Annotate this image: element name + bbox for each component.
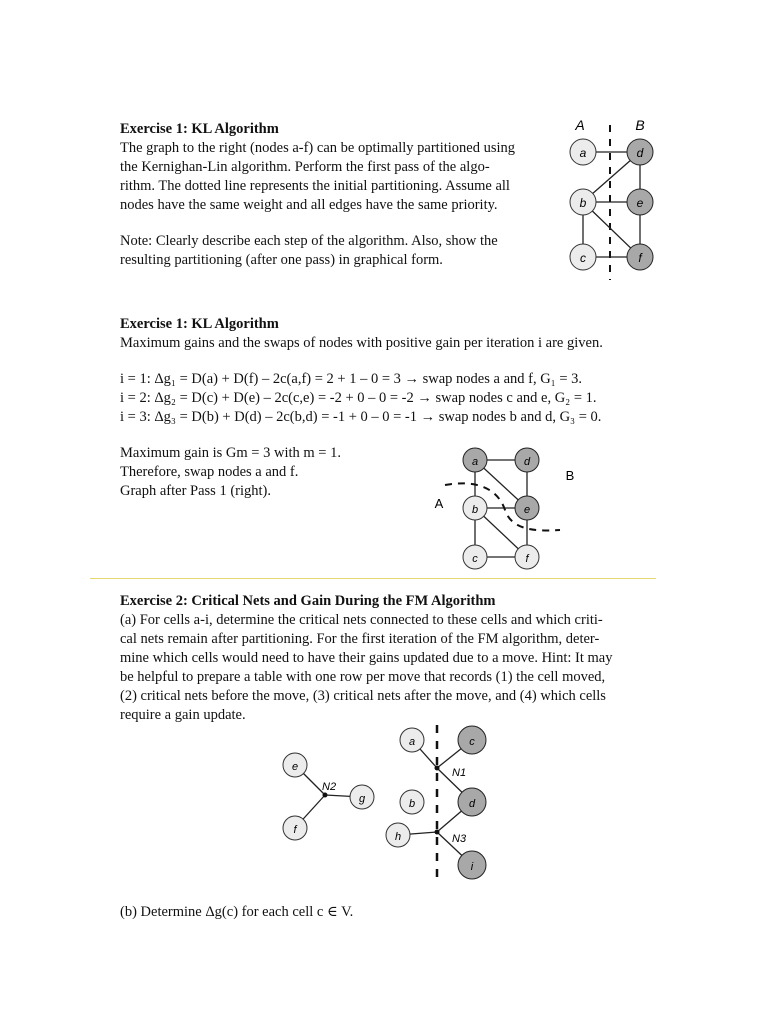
solution1-graph xyxy=(425,440,575,575)
partition-curve xyxy=(445,483,560,530)
exercise1-note-line: resulting partitioning (after one pass) in graphical form. xyxy=(120,252,443,268)
conclusion-line: Therefore, swap nodes a and f. xyxy=(120,464,299,480)
node-e xyxy=(515,496,539,520)
svg-text:e: e xyxy=(636,196,644,210)
net-label-n2: N2 xyxy=(322,781,337,793)
svg-text:b: b xyxy=(579,196,587,210)
node-b xyxy=(400,790,424,814)
node-f xyxy=(283,816,307,840)
svg-text:h: h xyxy=(394,831,402,843)
node-f xyxy=(627,244,653,270)
conclusion-line: Graph after Pass 1 (right). xyxy=(120,483,271,499)
svg-text:g: g xyxy=(358,793,366,805)
partition-label-b: B xyxy=(635,117,645,133)
section-divider xyxy=(90,578,656,579)
exercise1-line: the Kernighan-Lin algorithm. Perform the first pass of the algo- xyxy=(120,159,490,175)
node-e xyxy=(283,753,307,777)
svg-text:d: d xyxy=(468,798,476,810)
node-c xyxy=(570,244,596,270)
exercise2-part-b xyxy=(120,903,660,922)
svg-text:f: f xyxy=(293,824,297,836)
svg-text:a: a xyxy=(579,146,587,160)
exercise2-line: mine which cells would need to have their gains updated due to a move. Hint: It may xyxy=(120,650,613,666)
solution1-heading: Exercise 1: KL Algorithm xyxy=(120,316,279,332)
exercise1-line: rithm. The dotted line represents the initial partitioning. Assume all xyxy=(120,178,510,194)
svg-text:e: e xyxy=(291,761,299,773)
iteration-line: i = 1: Δg₁ = D(a) + D(f) – 2c(a,f) = 2 + 1 – 0 = 3 → swap nodes a and f, G₁ = 3. xyxy=(120,371,583,387)
net-n1-point xyxy=(435,766,440,771)
node-a xyxy=(463,448,487,472)
partition-label-a: A xyxy=(575,117,585,133)
exercise1-note-line: Note: Clearly describe each step of the algorithm. Also, show the xyxy=(120,233,498,249)
svg-text:f: f xyxy=(638,251,642,265)
svg-text:c: c xyxy=(580,251,586,265)
node-c xyxy=(463,545,487,569)
exercise1-line: nodes have the same weight and all edges have the same priority. xyxy=(120,197,498,213)
exercise2-line: cal nets remain after partitioning. For the first iteration of the FM algorithm, deter- xyxy=(120,631,600,647)
node-i xyxy=(458,851,486,879)
node-e xyxy=(627,189,653,215)
svg-text:a: a xyxy=(471,456,479,468)
net-label-n1: N1 xyxy=(452,767,467,779)
svg-text:e: e xyxy=(523,504,531,516)
node-f xyxy=(515,545,539,569)
net-n2-point xyxy=(323,793,328,798)
node-a xyxy=(570,139,596,165)
node-h xyxy=(386,823,410,847)
partition-label-a: A xyxy=(434,496,444,511)
net-label-n3: N3 xyxy=(452,833,467,845)
net-n3-point xyxy=(435,830,440,835)
svg-text:f: f xyxy=(525,553,529,565)
node-d xyxy=(458,788,486,816)
svg-text:b: b xyxy=(471,504,479,516)
svg-text:a: a xyxy=(408,736,416,748)
node-c xyxy=(458,726,486,754)
exercise1-graph xyxy=(560,115,670,290)
exercise2-line: require a gain update. xyxy=(120,707,246,723)
node-b xyxy=(570,189,596,215)
exercise2-text xyxy=(120,592,660,725)
svg-text:i: i xyxy=(470,861,474,873)
iteration-line: i = 2: Δg₂ = D(c) + D(e) – 2c(c,e) = -2 + 0 – 0 = -2 → swap nodes c and e, G₂ = 1. xyxy=(120,390,597,406)
node-d xyxy=(515,448,539,472)
exercise1-heading: Exercise 1: KL Algorithm xyxy=(120,121,279,137)
svg-text:d: d xyxy=(636,146,644,160)
iteration-line: i = 3: Δg₃ = D(b) + D(d) – 2c(b,d) = -1 + 0 – 0 = -1 → swap nodes b and d, G₃ = 0. xyxy=(120,409,602,425)
partition-label-b: B xyxy=(565,468,575,483)
node-b xyxy=(463,496,487,520)
exercise2-line: be helpful to prepare a table with one row per move that records (1) the cell moved, xyxy=(120,669,606,685)
svg-text:c: c xyxy=(469,736,475,748)
exercise2-line: (2) critical nets before the move, (3) critical nets after the move, and (4) which cells xyxy=(120,688,606,704)
exercise2-heading: Exercise 2: Critical Nets and Gain During the FM Algorithm xyxy=(120,593,496,609)
node-g xyxy=(350,785,374,809)
solution1-intro: Maximum gains and the swaps of nodes with positive gain per iteration i are given. xyxy=(120,335,603,351)
exercise2-graph xyxy=(270,720,510,890)
conclusion-line: Maximum gain is Gm = 3 with m = 1. xyxy=(120,445,341,461)
node-a xyxy=(400,728,424,752)
svg-text:b: b xyxy=(408,798,416,810)
node-d xyxy=(627,139,653,165)
svg-text:d: d xyxy=(523,456,531,468)
exercise1-line: The graph to the right (nodes a-f) can be optimally partitioned using xyxy=(120,140,516,156)
exercise1-text xyxy=(120,120,560,270)
exercise2-line: (a) For cells a-i, determine the critical nets connected to these cells and which criti- xyxy=(120,612,603,628)
part-b-line: (b) Determine Δg(c) for each cell c ∈ V. xyxy=(120,904,354,920)
svg-text:c: c xyxy=(472,553,478,565)
